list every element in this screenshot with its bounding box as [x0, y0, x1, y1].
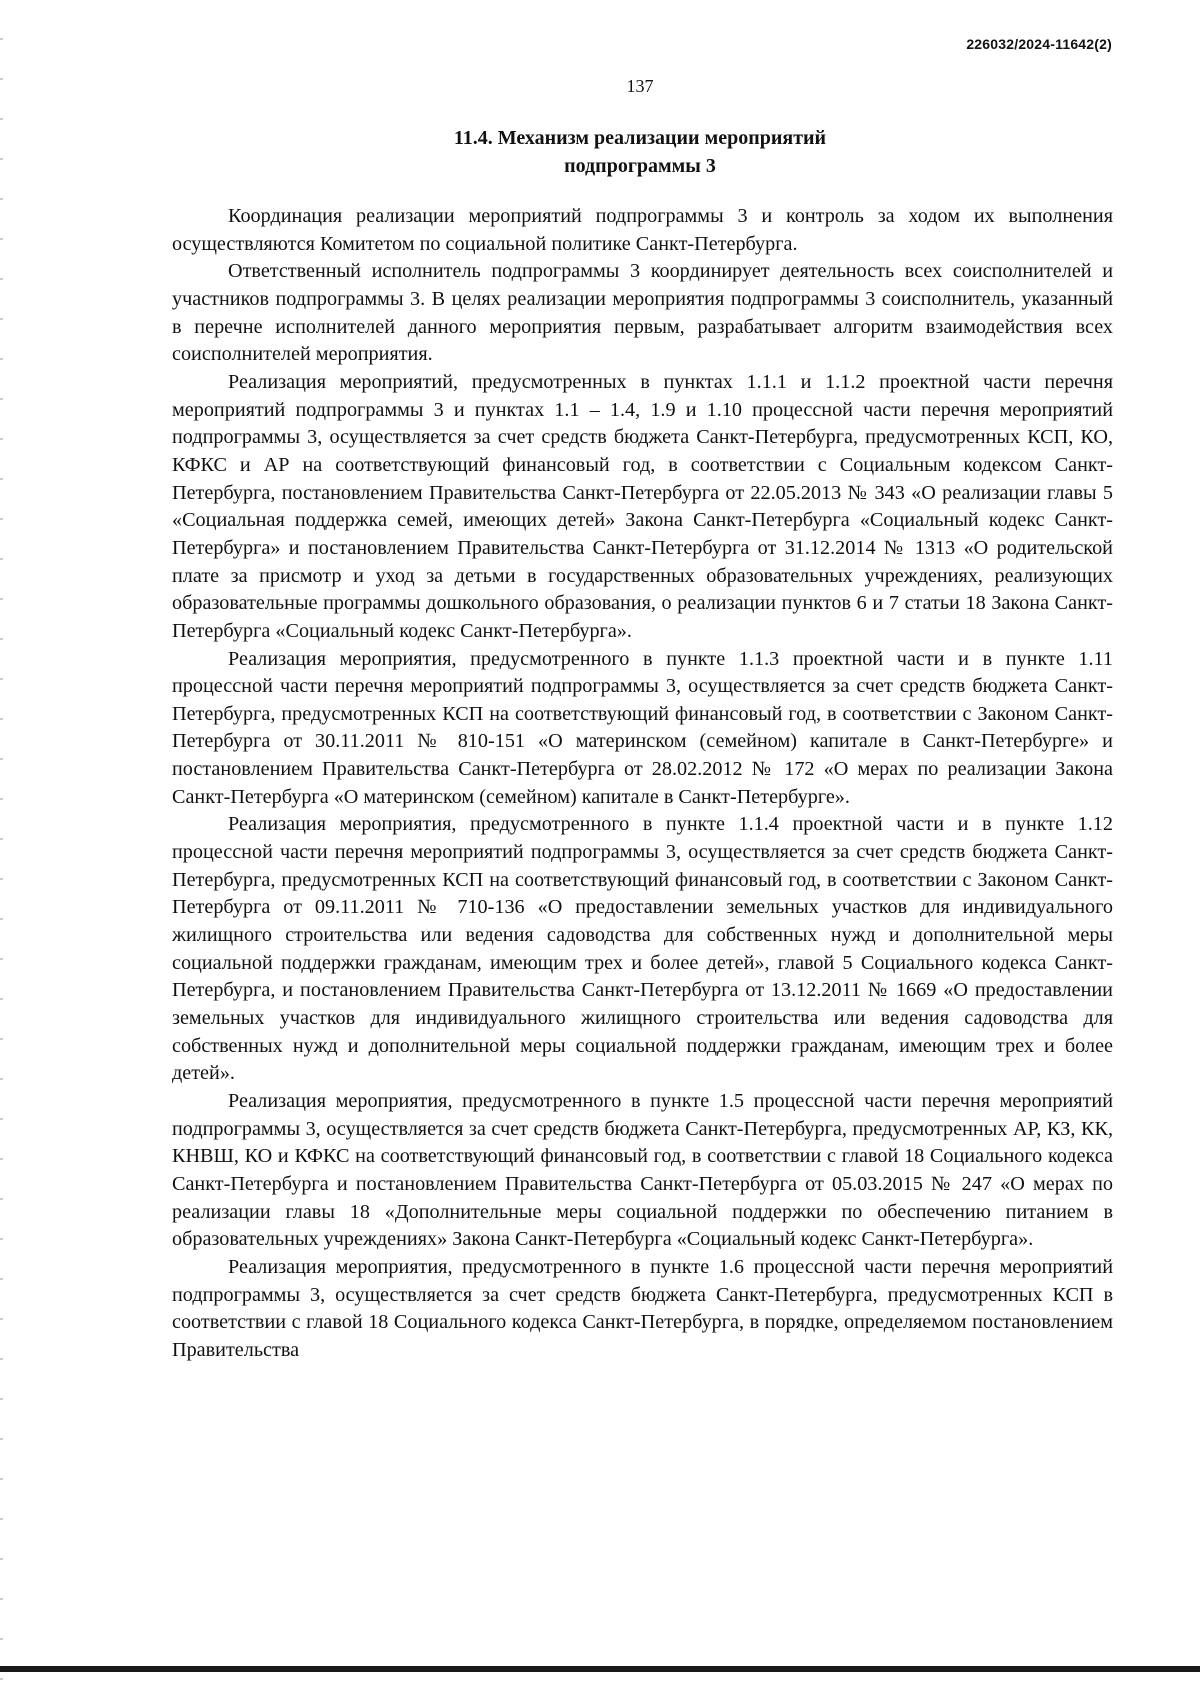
- paragraph-item-1-6: Реализация мероприятия, предусмотренного в пункте 1.6 процессной части перечня мероприятий подпрограммы 3, осуществляется за счет средств бюджета Санкт-Петербурга, предусмотренных КСП в соответствии с главой 18 Социального кодекса Санкт-Петербурга, в порядке, определяемом постановлением Правительства: [172, 1255, 1113, 1361]
- document-body: [172, 203, 1113, 1365]
- paragraph-coordination: Координация реализации мероприятий подпрограммы 3 и контроль за ходом их выполнения осуществляются Комитетом по социальной политике Санкт-Петербурга.: [172, 205, 1113, 255]
- paragraph-item-1-1-3: Реализация мероприятия, предусмотренного в пункте 1.1.3 проектной части и в пункте 1.11 процессной части перечня мероприятий подпрограммы 3, осуществляется за счет средств бюджета Санкт-Петербурга, предусмотренных КСП на соответствующий финансовый год, в соответствии с Законом Санкт-Петербурга от 30.11.2011 № 810-151 «О материнском (семейном) капитале в Санкт-Петербурге» и постановлением Правительства Санкт-Петербурга от 28.02.2012 № 172 «О мерах по реализации Закона Санкт-Петербурга «О материнском (семейном) капитале в Санкт-Петербурге».: [172, 647, 1113, 808]
- paragraph-item-1-5: Реализация мероприятия, предусмотренного в пункте 1.5 процессной части перечня мероприятий подпрограммы 3, осуществляется за счет средств бюджета Санкт-Петербурга, предусмотренных АР, КЗ, КК, КНВШ, КО и КФКС на соответствующий финансовый год, в соответствии с главой 18 Социального кодекса Санкт-Петербурга и постановлением Правительства Санкт-Петербурга от 05.03.2015 № 247 «О мерах по реализации главы 18 «Дополнительные меры социальной поддержки по обеспечению питанием в образовательных учреждениях» Закона Санкт-Петербурга «Социальный кодекс Санкт-Петербурга».: [172, 1090, 1113, 1251]
- scan-edge-marks: [0, 0, 3, 1686]
- paragraph-items-1-1-1-and-1-1-2: Реализация мероприятий, предусмотренных в пунктах 1.1.1 и 1.1.2 проектной части перечня мероприятий подпрограммы 3 и пунктах 1.1 – 1.4, 1.9 и 1.10 процессной части перечня мероприятий подпрограммы 3, осуществляется за счет средств бюджета Санкт-Петербурга, предусмотренных КСП, КО, КФКС и АР на соответствующий финансовый год, в соответствии с Социальным кодексом Санкт-Петербурга, постановлением Правительства Санкт-Петербурга от 22.05.2013 № 343 «О реализации главы 5 «Социальная поддержка семей, имеющих детей» Закона Санкт-Петербурга «Социальный кодекс Санкт-Петербурга» и постановлением Правительства Санкт-Петербурга от 31.12.2014 № 1313 «О родительской плате за присмотр и уход за детьми в государственных образовательных учреждениях, реализующих образовательные программы дошкольного образования, о реализации пунктов 6 и 7 статьи 18 Закона Санкт-Петербурга «Социальный кодекс Санкт-Петербурга».: [172, 370, 1113, 642]
- document-number: 226032/2024-11642(2): [966, 36, 1112, 52]
- section-heading: [0, 124, 1200, 180]
- page-number: 137: [626, 76, 654, 96]
- paragraph-responsible-executor: Ответственный исполнитель подпрограммы 3 координирует деятельность всех соисполнителей и участников подпрограммы 3. В целях реализации мероприятия подпрограммы 3 соисполнитель, указанный в перечне исполнителей данного мероприятия первым, разрабатывает алгоритм взаимодействия всех соисполнителей мероприятия.: [172, 260, 1113, 366]
- paragraph-item-1-1-4: Реализация мероприятия, предусмотренного в пункте 1.1.4 проектной части и в пункте 1.12 процессной части перечня мероприятий подпрограммы 3, осуществляется за счет средств бюджета Санкт-Петербурга, предусмотренных КСП на соответствующий финансовый год, в соответствии с Законом Санкт-Петербурга от 09.11.2011 № 710-136 «О предоставлении земельных участков для индивидуального жилищного строительства или ведения садоводства для собственных нужд и дополнительной меры социальной поддержки гражданам, имеющим трех и более детей», главой 5 Социального кодекса Санкт-Петербурга, и постановлением Правительства Санкт-Петербурга от 13.12.2011 № 1669 «О предоставлении земельных участков для индивидуального жилищного строительства или ведения садоводства для собственных нужд и дополнительной меры социальной поддержки гражданам, имеющим трех и более детей».: [172, 813, 1113, 1085]
- scan-bottom-edge: [0, 1666, 1200, 1672]
- section-heading-line-2: подпрограммы 3: [564, 155, 716, 177]
- section-heading-line-1: 11.4. Механизм реализации мероприятий: [453, 127, 827, 149]
